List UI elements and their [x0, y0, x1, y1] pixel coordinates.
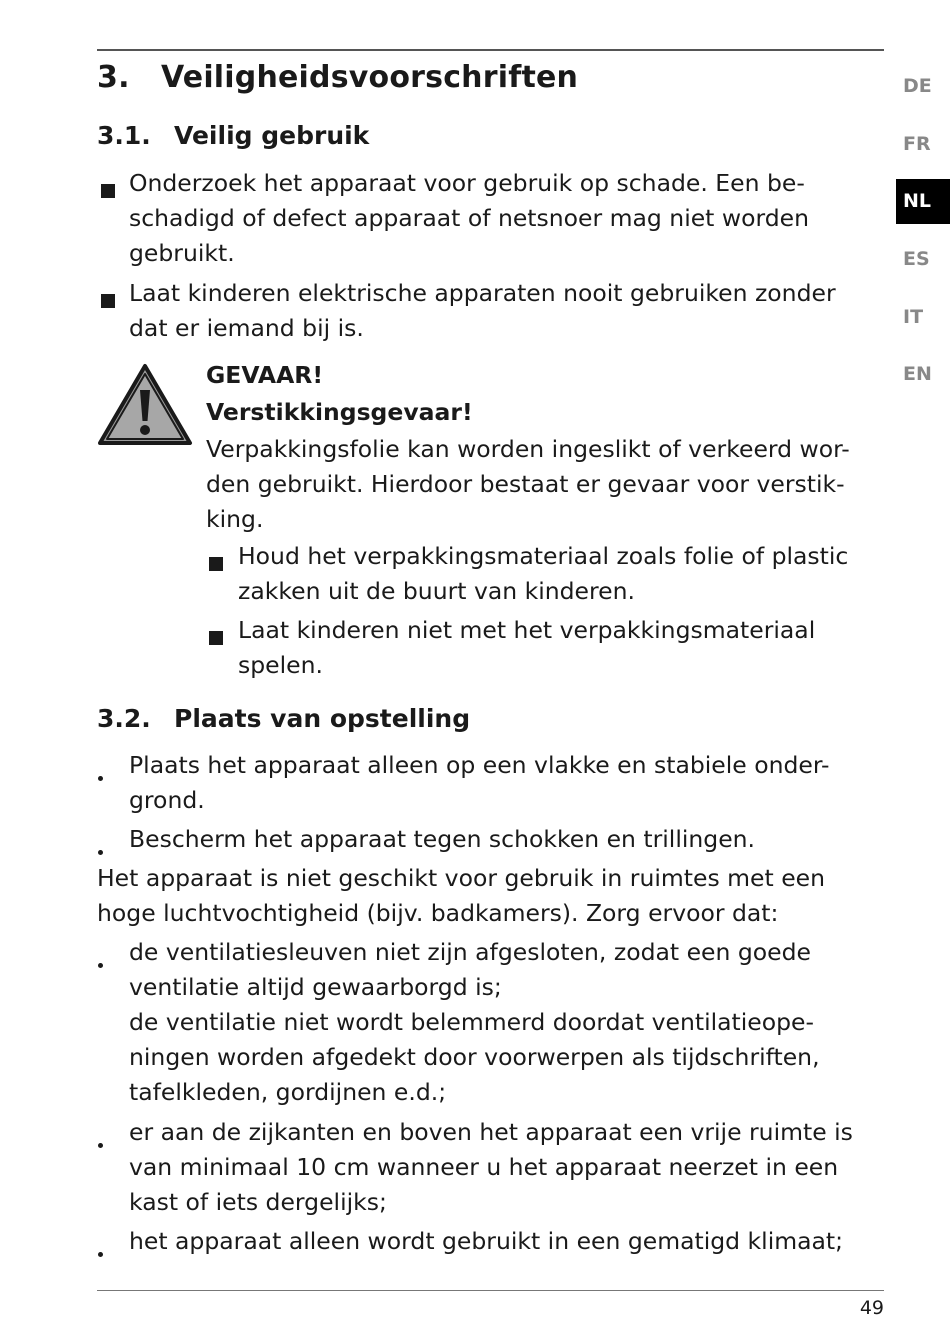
bullet-dot-icon: [98, 776, 103, 781]
text-line: ningen worden afgedekt door voorwerpen als tijdschriften,: [129, 1043, 820, 1071]
text-line: Plaats het apparaat alleen op een vlakke en stabiele onder-: [129, 751, 830, 779]
text-line: spelen.: [238, 651, 323, 679]
subsection-heading-3-1: [97, 118, 369, 154]
text-line: de ventilatie niet wordt belemmerd doordat ventilatieope-: [129, 1008, 814, 1036]
top-rule: [97, 49, 884, 51]
tab-it[interactable]: IT: [903, 306, 924, 328]
subsection-number: 3.2.: [97, 704, 151, 733]
text-line: den gebruikt. Hierdoor bestaat er gevaar voor verstik-: [206, 470, 845, 498]
tab-de[interactable]: DE: [903, 75, 932, 97]
page-number: 49: [859, 1297, 884, 1319]
list-item: [206, 613, 850, 683]
warning-title: GEVAAR!: [206, 361, 324, 389]
text-line: zakken uit de buurt van kinderen.: [238, 577, 635, 605]
text-line: het apparaat alleen wordt gebruikt in een gematigd klimaat;: [129, 1227, 844, 1255]
section-number: 3.: [97, 60, 130, 95]
text-line: gebruikt.: [129, 239, 235, 267]
text-line: de ventilatiesleuven niet zijn afgesloten, zodat een goede: [129, 938, 811, 966]
tab-es[interactable]: ES: [903, 248, 930, 270]
subsection-title: Veilig gebruik: [174, 121, 370, 150]
list-item: [97, 748, 853, 822]
text-line: king.: [206, 505, 264, 533]
paragraph: [97, 861, 853, 935]
text-line: ventilatie altijd gewaarborgd is;: [129, 973, 502, 1001]
text-line: Laat kinderen elektrische apparaten nooit gebruiken zonder: [129, 279, 836, 307]
text-line: tafelkleden, gordijnen e.d.;: [129, 1078, 447, 1106]
warning-triangle-icon: [97, 363, 193, 447]
square-bullet-icon: [101, 184, 115, 198]
list-item: [97, 1115, 853, 1224]
bullet-dot-icon: [98, 1143, 103, 1148]
bottom-rule: [97, 1290, 884, 1291]
square-bullet-icon: [209, 631, 223, 645]
tab-nl[interactable]: NL: [896, 179, 950, 224]
text-line: van minimaal 10 cm wanneer u het apparaat neerzet in een: [129, 1153, 839, 1181]
section-title: Veiligheidsvoorschriften: [161, 60, 579, 95]
bullet-dot-icon: [98, 963, 103, 968]
subsection-heading-3-2: [97, 701, 470, 737]
subsection-number: 3.1.: [97, 121, 151, 150]
text-line: schadigd of defect apparaat of netsnoer mag niet worden: [129, 204, 809, 232]
list-item: [97, 166, 809, 271]
text-line: grond.: [129, 786, 205, 814]
warning-text: [206, 432, 850, 537]
list-item: [97, 276, 836, 346]
text-line: Onderzoek het apparaat voor gebruik op schade. Een be-: [129, 169, 805, 197]
list-item: [97, 822, 853, 861]
text-line: er aan de zijkanten en boven het apparaat een vrije ruimte is: [129, 1118, 853, 1146]
warning-subtitle: Verstikkingsgevaar!: [206, 398, 473, 426]
section-heading: [97, 56, 578, 100]
bullet-dot-icon: [98, 850, 103, 855]
square-bullet-icon: [209, 557, 223, 571]
text-line: Verpakkingsfolie kan worden ingeslikt of verkeerd wor-: [206, 435, 850, 463]
subsection-title: Plaats van opstelling: [174, 704, 471, 733]
list-item: [97, 935, 853, 1115]
list-item: [97, 1224, 853, 1259]
text-line: Het apparaat is niet geschikt voor gebruik in ruimtes met een: [97, 864, 826, 892]
bullet-dot-icon: [98, 1252, 103, 1257]
tab-en[interactable]: EN: [903, 363, 932, 385]
list-item: [206, 539, 850, 613]
text-line: kast of iets dergelijks;: [129, 1188, 387, 1216]
text-line: hoge luchtvochtigheid (bijv. badkamers). Zorg ervoor dat:: [97, 899, 779, 927]
tab-fr[interactable]: FR: [903, 133, 931, 155]
placement-content: [97, 748, 853, 1259]
text-line: Laat kinderen niet met het verpakkingsmateriaal: [238, 616, 816, 644]
text-line: Bescherm het apparaat tegen schokken en trillingen.: [129, 825, 756, 853]
text-line: Houd het verpakkingsmateriaal zoals folie of plastic: [238, 542, 849, 570]
warning-block: [206, 358, 850, 683]
square-bullet-icon: [101, 294, 115, 308]
text-line: dat er iemand bij is.: [129, 314, 364, 342]
